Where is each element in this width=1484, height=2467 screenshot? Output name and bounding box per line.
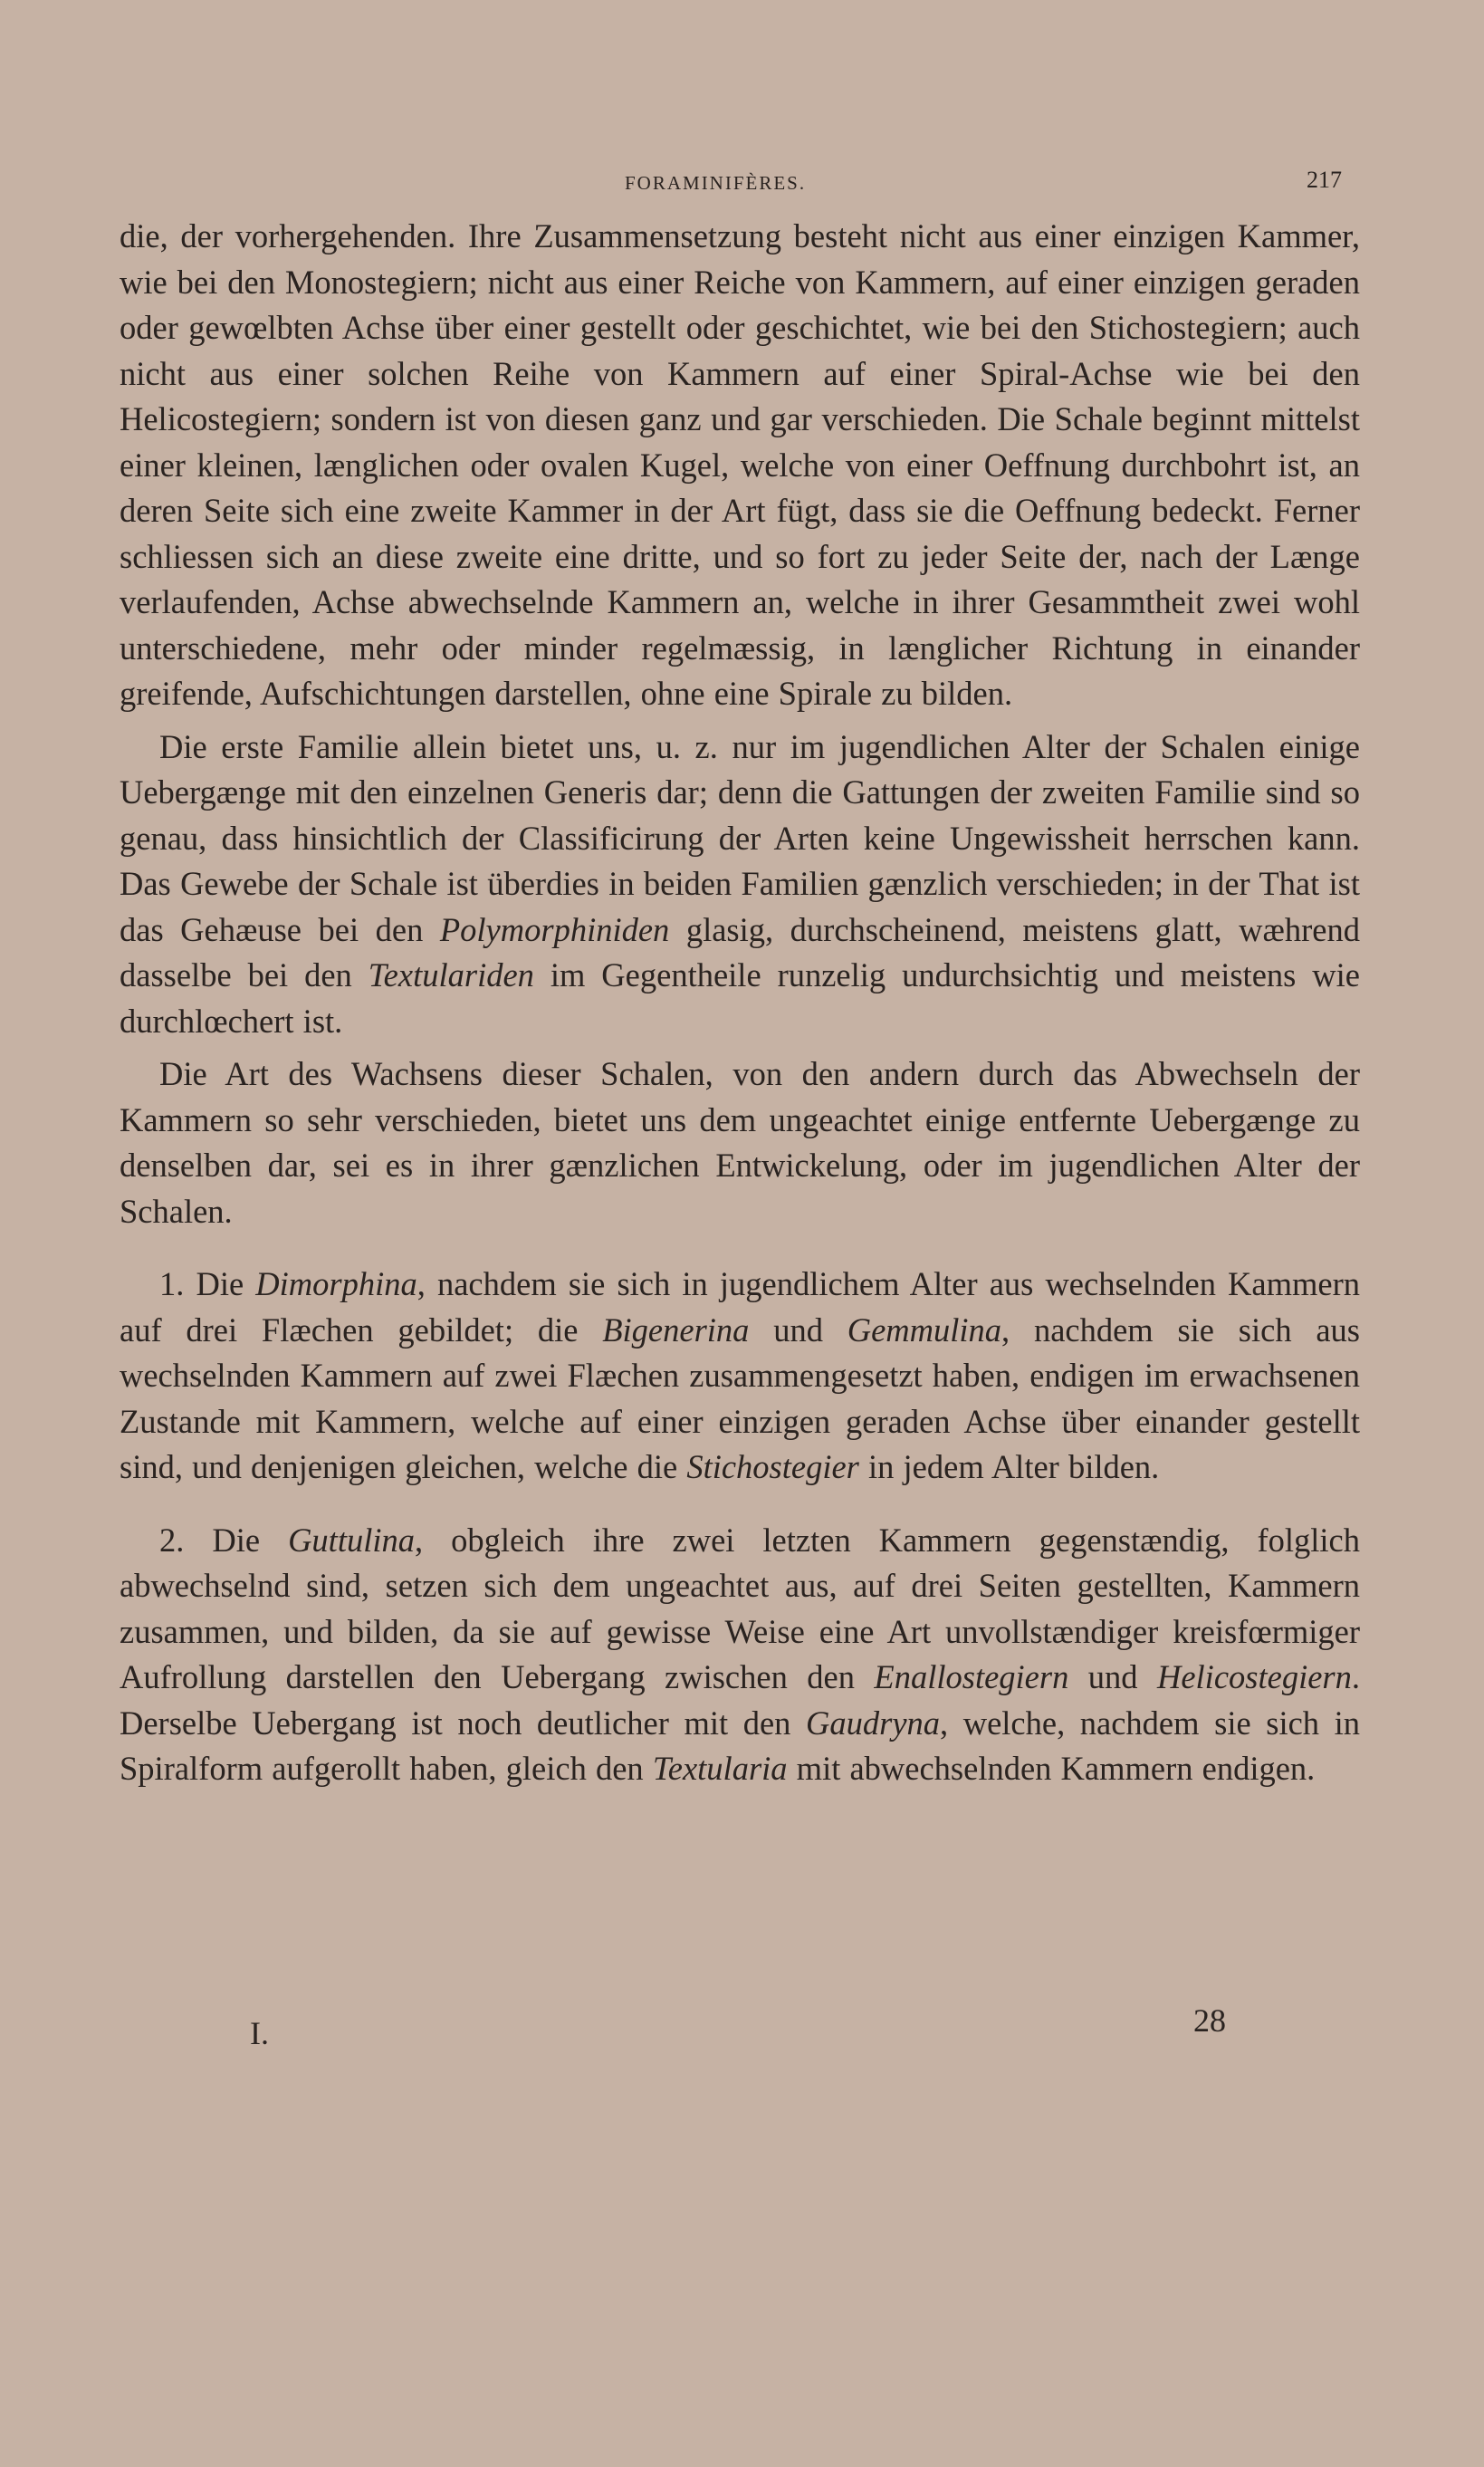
italic-genus-name: Polymorphiniden [439,910,670,948]
paragraph-first-family [120,725,1360,1045]
italic-genus-name: Gemmulina [847,1310,1002,1349]
paragraph-item-2-guttulina [120,1518,1360,1792]
paragraph-continuation [120,214,1360,717]
text-run: in jedem Alter bilden. [858,1448,1160,1485]
text-run: , nachdem sie sich in jugendlichem Alter aus wechselnden Kammern auf drei Flæchen gebildet; die [120,1265,1360,1349]
italic-genus-name: Guttulina [288,1521,415,1559]
text-run: glasig, durchscheinend, meistens glatt, wæhrend dasselbe bei den [120,910,1360,994]
text-run: mit abwechselnden Kammern endigen. [787,1750,1316,1787]
text-run: und [749,1310,847,1349]
text-run: . Derselbe Uebergang ist noch deutlicher mit den [120,1658,1360,1742]
paragraph-growth [120,1051,1360,1234]
italic-genus-name: Dimorphina [255,1265,417,1302]
text-run: und [1068,1658,1157,1695]
body-text [120,214,1360,1792]
text-run: Die Art des Wachsens dieser Schalen, von den andern durch das Abwechseln der Kammern so sehr verschieden, bietet uns dem ungeachtet einige entfernte Uebergænge zu denselben dar, sei es in ihrer gænzlichen Entwickelung, oder im jugendlichen Alter der Schalen. [120,1055,1360,1230]
italic-genus-name: Bigenerina [602,1310,750,1349]
text-run: , nachdem sie sich aus wechselnden Kammern auf zwei Flæchen zusammengesetzt haben, endigen im erwachsenen Zustande mit Kammern, welche auf einer einzigen geraden Achse über einander gestellt sind, und denjenigen gleichen, welche die [120,1310,1361,1485]
paragraph-item-1-dimorphina [120,1262,1360,1491]
text-run: die, der vorhergehenden. Ihre Zusammensetzung besteht nicht aus einer einzigen Kammer, wie bei den Monostegiern; nicht aus einer Reiche von Kammern, auf einer einzigen geraden oder gewœlbten Achse über einer gestellt oder geschichtet, wie bei den Stichostegiern; auch nicht aus einer solchen Reihe von Kammern auf einer Spiral-Achse wie bei den Helicostegiern; sondern ist von diesen ganz und gar verschieden. Die Schale beginnt mittelst einer kleinen, længlichen oder ovalen Kugel, welche von einer Oeffnung durchbohrt ist, an deren Seite sich eine zweite Kammer in der Art fügt, dass sie die Oeffnung bedeckt. Ferner schliessen sich an diese zweite eine dritte, und so fort zu jeder Seite der, nach der Længe verlaufenden, Achse abwechselnde Kammern an, welche in ihrer Gesammtheit zwei wohl unterschiedene, mehr oder minder regelmæssig, in længlicher Richtung in einander greifende, Aufschichtungen darstellen, ohne eine Spirale zu bilden. [120,217,1360,712]
italic-genus-name: Textulariden [368,956,534,994]
text-run: 2. Die [159,1521,289,1559]
italic-genus-name: Textularia [652,1750,788,1787]
running-title: FORAMINIFÈRES. [625,172,807,194]
text-run: , obgleich ihre zwei letzten Kammern gegenstændig, folglich abwechselnd sind, setzen sich dem ungeachtet aus, auf drei Seiten gestellten, Kammern zusammen, und bilden, da sie auf gewisse Weise eine Art unvollstændiger kreisfœrmiger Aufrollung darstellen den Uebergang zwischen den [120,1521,1360,1695]
text-run: , welche, nachdem sie sich in Spiralform aufgerollt haben, gleich den [120,1704,1361,1787]
italic-genus-name: Stichostegier [686,1448,859,1485]
text-run: im Gegentheile runzelig undurchsichtig und meistens wie durchlœchert ist. [120,956,1360,1040]
page-footer [0,2001,1484,2051]
running-head [0,167,1484,199]
text-run: 1. Die [159,1265,256,1302]
sheet-number: 28 [1193,2002,1226,2039]
text-run: Die erste Familie allein bietet uns, u. z. nur im jugendlichen Alter der Schalen einige Uebergænge mit den einzelnen Generis dar; denn die Gattungen der zweiten Familie sind so genau, dass hinsichtlich der Classificirung der Arten keine Ungewissheit herrschen kann. Das Gewebe der Schale ist überdies in beiden Familien gænzlich verschieden; in der That ist das Gehæuse bei den [120,727,1360,948]
italic-genus-name: Gaudryna [806,1704,941,1742]
italic-genus-name: Helicostegiern [1156,1658,1352,1695]
signature-mark: I. [250,2015,269,2051]
italic-genus-name: Enallostegiern [874,1658,1069,1695]
page-number: 217 [1307,167,1342,193]
